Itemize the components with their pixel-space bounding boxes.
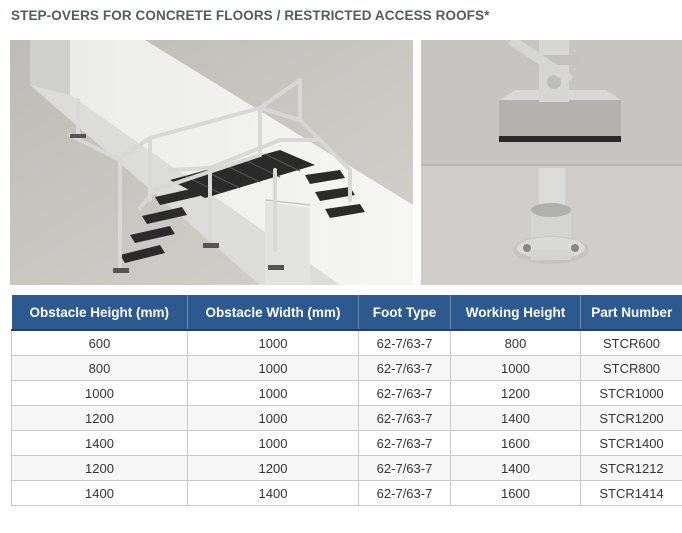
cell-obstacle-width: 1000 — [188, 431, 359, 456]
cell-part-number: STCR1414 — [581, 481, 682, 506]
cell-foot-type: 62-7/63-7 — [359, 431, 451, 456]
cell-working-height: 800 — [451, 330, 581, 356]
page-heading: STEP-OVERS FOR CONCRETE FLOORS / RESTRICTED ACCESS ROOFS* — [11, 8, 490, 23]
cell-part-number: STCR1212 — [581, 456, 682, 481]
step-over-spec-table — [11, 295, 682, 506]
col-part-number: Part Number — [581, 295, 682, 330]
cell-foot-type: 62-7/63-7 — [359, 330, 451, 356]
cell-part-number: STCR1200 — [581, 406, 682, 431]
cell-part-number: STCR1000 — [581, 381, 682, 406]
cell-working-height: 1600 — [451, 481, 581, 506]
cell-working-height: 1400 — [451, 406, 581, 431]
table-header-row — [12, 295, 682, 330]
table-row — [12, 456, 682, 481]
table-row — [12, 356, 682, 381]
table-row — [12, 330, 682, 356]
cell-obstacle-height: 1200 — [12, 456, 188, 481]
cell-foot-type: 62-7/63-7 — [359, 456, 451, 481]
col-foot-type: Foot Type — [359, 295, 451, 330]
cell-part-number: STCR600 — [581, 330, 682, 356]
foot-fitting-image — [421, 40, 682, 285]
step-over-platform-image — [10, 40, 413, 285]
col-working-height: Working Height — [451, 295, 581, 330]
table-row — [12, 406, 682, 431]
cell-obstacle-height: 1000 — [12, 381, 188, 406]
col-obstacle-height: Obstacle Height (mm) — [12, 295, 188, 330]
cell-obstacle-height: 1400 — [12, 431, 188, 456]
cell-obstacle-width: 1200 — [188, 456, 359, 481]
cell-foot-type: 62-7/63-7 — [359, 406, 451, 431]
cell-working-height: 1200 — [451, 381, 581, 406]
table-row — [12, 381, 682, 406]
cell-foot-type: 62-7/63-7 — [359, 356, 451, 381]
cell-obstacle-width: 1000 — [188, 406, 359, 431]
cell-obstacle-height: 1200 — [12, 406, 188, 431]
cell-obstacle-height: 800 — [12, 356, 188, 381]
cell-obstacle-height: 600 — [12, 330, 188, 356]
cell-working-height: 1000 — [451, 356, 581, 381]
cell-working-height: 1600 — [451, 431, 581, 456]
cell-obstacle-width: 1400 — [188, 481, 359, 506]
cell-part-number: STCR1400 — [581, 431, 682, 456]
cell-part-number: STCR800 — [581, 356, 682, 381]
cell-obstacle-width: 1000 — [188, 356, 359, 381]
cell-obstacle-width: 1000 — [188, 381, 359, 406]
table-row — [12, 431, 682, 456]
table-row — [12, 481, 682, 506]
col-obstacle-width: Obstacle Width (mm) — [188, 295, 359, 330]
cell-obstacle-height: 1400 — [12, 481, 188, 506]
cell-obstacle-width: 1000 — [188, 330, 359, 356]
cell-working-height: 1400 — [451, 456, 581, 481]
cell-foot-type: 62-7/63-7 — [359, 481, 451, 506]
cell-foot-type: 62-7/63-7 — [359, 381, 451, 406]
